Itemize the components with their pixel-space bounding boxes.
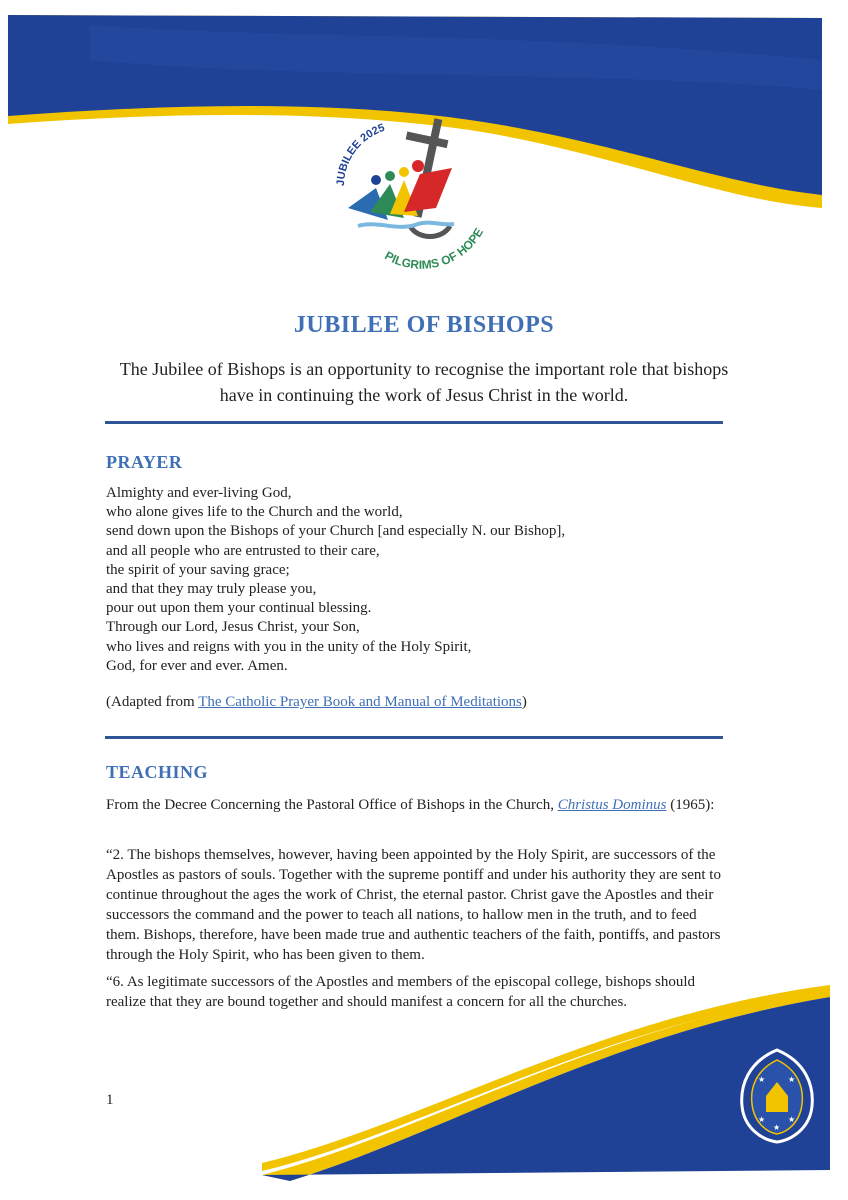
jubilee-logo [318,108,518,288]
attribution-suffix: ) [521,694,527,710]
prayer-attribution [106,694,527,711]
page-number: 1 [106,1092,114,1108]
page-title: JUBILEE OF BISHOPS [293,312,555,338]
section-divider-2 [105,736,723,739]
prayer-line: Almighty and ever-living God, [106,485,292,501]
prayer-line: who lives and reigns with you in the unity of the Holy Spirit, [106,638,472,655]
prayer-line: Through our Lord, Jesus Christ, your Son, [106,619,360,636]
svg-text:★: ★ [773,1123,781,1132]
attribution-prefix: (Adapted from [106,694,199,710]
teaching-paragraph-2: “2. The bishops themselves, however, having been appointed by the Holy Spirit, are successors of the Apostles as pastors of souls. Together with the supreme pontiff and under his authority they are sent to continue throughout the ages the work of Christ, the eternal pastor. Christ gave the Apostles and their successors the command and the power to teach all nations, to hallow men in the truth, and to feed them. Bishops, therefore, have been made true and authentic teachers of the faith, pontiffs, and pastors through the Holy Spirit, who has been given to them. [106,847,721,963]
teaching-intro-prefix: From the Decree Concerning the Pastoral Office of Bishops in the Church, [106,797,558,813]
prayer-text [106,484,746,676]
prayer-line: and all people who are entrusted to their care, [106,542,380,559]
intro-text: The Jubilee of Bishops is an opportunity to recognise the important role that bishops have in continuing the work of Jesus Christ in the world. [119,359,729,405]
prayer-book-link[interactable]: The Catholic Prayer Book and Manual of Meditations [198,694,522,710]
prayer-line: God, for ever and ever. Amen. [106,657,288,674]
prayer-heading: PRAYER [106,452,183,472]
prayer-line: pour out upon them your continual blessing. [106,600,372,617]
teaching-paragraph-6: “6. As legitimate successors of the Apostles and members of the episcopal college, bishops should realize that they are bound together and should manifest a concern for all the churches. [106,974,696,1010]
logo-arc-bottom-text: PILGRIMS OF HOPE [382,225,487,272]
teaching-intro [106,795,726,815]
teaching-intro-suffix: (1965): [666,797,715,813]
prayer-line: send down upon the Bishops of your Church [and especially N. our Bishop], [106,523,566,540]
section-divider-1 [105,421,723,424]
logo-arc-top-text: JUBILEE 2025 [334,121,387,187]
teaching-heading: TEACHING [106,762,209,782]
svg-text:★: ★ [758,1075,766,1084]
svg-text:★: ★ [788,1075,796,1084]
bottom-banner [0,985,848,1200]
svg-text:★: ★ [788,1115,796,1124]
prayer-line: and that they may truly please you, [106,580,317,597]
prayer-line: the spirit of your saving grace; [106,561,290,578]
christus-dominus-link[interactable]: Christus Dominus [557,797,667,813]
seal-emblem [736,1046,818,1146]
svg-text:★: ★ [758,1115,766,1124]
prayer-line: who alone gives life to the Church and the world, [106,504,403,521]
